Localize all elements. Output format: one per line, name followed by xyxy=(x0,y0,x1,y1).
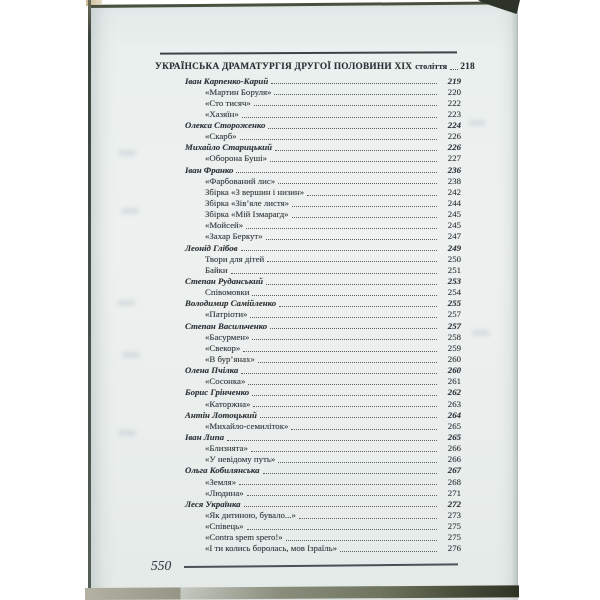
entry-page: 219 xyxy=(447,75,461,86)
entry-page: 227 xyxy=(447,153,461,164)
toc-list xyxy=(155,76,461,555)
dot-leader xyxy=(450,69,458,70)
toc-entry xyxy=(155,165,461,176)
entry-label: «В бур’янах» xyxy=(205,354,255,365)
dot-leader xyxy=(266,284,437,285)
dot-leader xyxy=(266,239,437,240)
entry-label: Іван Карпенко-Карий xyxy=(185,75,269,86)
entry-page: 258 xyxy=(447,331,461,342)
entry-label: Михайло Старицький xyxy=(185,142,273,153)
entry-page: 265 xyxy=(447,420,461,431)
entry-page: 253 xyxy=(447,276,461,287)
entry-label: «Сосонка» xyxy=(205,376,246,387)
dot-leader xyxy=(242,117,437,118)
toc-entry xyxy=(155,131,461,142)
entry-label: Леонід Глібов xyxy=(185,242,238,253)
toc-entry xyxy=(155,332,461,343)
dot-leader xyxy=(271,83,437,84)
entry-label: «Хазяїн» xyxy=(205,108,239,119)
entry-label: Борис Грінченко xyxy=(185,387,250,398)
entry-label: Антін Лотоцький xyxy=(185,409,257,420)
dot-leader xyxy=(236,172,437,173)
dot-leader xyxy=(239,484,437,485)
entry-page: 261 xyxy=(447,376,461,387)
entry-page: 262 xyxy=(447,387,461,398)
entry-label: Співомовки xyxy=(205,287,250,298)
entry-page: 220 xyxy=(447,86,461,97)
entry-page: 250 xyxy=(447,253,461,264)
entry-label: «Михайло-семиліток» xyxy=(205,420,289,431)
entry-page: 222 xyxy=(447,97,461,108)
entry-page: 271 xyxy=(447,487,461,498)
entry-page: 267 xyxy=(447,465,461,476)
toc-entry xyxy=(155,321,461,332)
toc-entry xyxy=(155,276,461,287)
dot-leader xyxy=(247,495,437,496)
dot-leader xyxy=(241,250,437,251)
toc-entry xyxy=(155,153,461,164)
entry-label: «Захар Беркут» xyxy=(205,231,263,242)
dot-leader xyxy=(254,105,437,106)
toc-entry xyxy=(155,120,461,131)
dot-leader xyxy=(340,551,437,552)
entry-page: 260 xyxy=(447,365,461,376)
toc-entry xyxy=(155,365,461,376)
entry-page: 257 xyxy=(447,320,461,331)
entry-label: Твори для дітей xyxy=(205,253,265,264)
toc-entry xyxy=(155,543,461,554)
dot-leader xyxy=(252,339,437,340)
toc-entry xyxy=(155,532,461,543)
dot-leader xyxy=(260,417,437,418)
dot-leader xyxy=(270,328,437,329)
entry-page: 245 xyxy=(447,209,461,220)
dot-leader xyxy=(258,362,437,363)
entry-page: 268 xyxy=(447,476,461,487)
dot-leader xyxy=(279,306,437,307)
dot-leader xyxy=(250,317,437,318)
entry-page: 238 xyxy=(447,175,461,186)
entry-label: Ольга Кобилянська xyxy=(185,465,260,476)
toc-entry xyxy=(155,265,461,276)
entry-page: 226 xyxy=(447,142,461,153)
toc-entry xyxy=(155,421,461,432)
dot-leader xyxy=(292,217,437,218)
entry-page: 254 xyxy=(447,287,461,298)
toc-section-header xyxy=(155,62,475,72)
entry-label: «Мартин Боруля» xyxy=(205,86,272,97)
toc-entry xyxy=(155,209,461,220)
dot-leader xyxy=(240,139,437,140)
entry-page: 272 xyxy=(447,498,461,509)
dot-leader xyxy=(267,261,437,262)
entry-label: «Каторжна» xyxy=(205,398,251,409)
entry-label: «Патріоти» xyxy=(205,309,248,320)
entry-page: 265 xyxy=(447,432,461,442)
entry-page: 218 xyxy=(460,62,475,72)
dot-leader xyxy=(251,451,437,452)
dot-leader xyxy=(291,429,437,430)
entry-page: 236 xyxy=(447,164,461,175)
entry-page: 244 xyxy=(447,198,461,209)
entry-label: «Басурмен» xyxy=(205,331,250,342)
toc-entry xyxy=(155,488,461,499)
entry-label: «Близнята» xyxy=(205,443,248,454)
entry-page: 226 xyxy=(447,131,461,142)
dot-leader xyxy=(278,183,437,184)
entry-page: 263 xyxy=(447,398,461,409)
dot-leader xyxy=(278,462,437,463)
entry-label: «Людина» xyxy=(205,487,244,498)
entry-page: 245 xyxy=(447,220,461,231)
toc-entry xyxy=(155,465,461,476)
toc-entry xyxy=(155,198,461,209)
entry-label: Збірка «Зів’яле листя» xyxy=(205,198,290,209)
dot-leader xyxy=(246,228,437,229)
entry-page: 275 xyxy=(447,532,461,543)
toc-entry xyxy=(155,76,461,87)
header-rule xyxy=(160,51,457,54)
entry-label: «Мойсей» xyxy=(205,220,244,231)
dot-leader xyxy=(275,150,437,151)
toc-entry xyxy=(155,354,461,365)
entry-page: 242 xyxy=(447,186,461,197)
toc-entry xyxy=(155,454,461,465)
toc-entry xyxy=(155,87,461,98)
toc-entry xyxy=(155,187,461,198)
entry-label: «Як дитиною, бувало...» xyxy=(205,509,296,520)
dot-leader xyxy=(244,506,437,507)
dot-leader xyxy=(247,529,437,530)
dot-leader xyxy=(307,195,437,196)
dot-leader xyxy=(243,351,437,352)
entry-label: «Сто тисяч» xyxy=(205,97,251,108)
entry-label: Володимир Самійленко xyxy=(185,298,277,309)
toc-entry xyxy=(155,432,461,443)
toc-entry xyxy=(155,231,461,242)
dot-leader xyxy=(231,273,437,274)
dot-leader xyxy=(248,384,437,385)
toc-entry xyxy=(155,510,461,521)
toc-entry xyxy=(155,410,461,421)
toc-entry xyxy=(155,109,461,120)
entry-label: Степан Васильченко xyxy=(185,320,268,331)
toc-entry xyxy=(155,387,461,398)
entry-label: «Співець» xyxy=(205,521,244,532)
entry-label: «Скарб» xyxy=(205,131,237,142)
entry-label: «Фарбований лис» xyxy=(205,175,276,186)
toc-entry xyxy=(155,376,461,387)
entry-page: 223 xyxy=(447,108,461,119)
entry-label: «У невідому путь» xyxy=(205,454,276,465)
entry-label: «І ти колись боролась, мов Ізраїль» xyxy=(205,543,338,554)
entry-label: Степан Руданський xyxy=(185,276,264,287)
toc-entry xyxy=(155,287,461,298)
toc-entry xyxy=(155,343,461,354)
entry-label: Іван Франко xyxy=(185,164,234,175)
dot-leader xyxy=(286,540,437,541)
dot-leader xyxy=(292,206,437,207)
entry-label: «Оборона Буші» xyxy=(205,153,268,164)
dot-leader xyxy=(299,518,437,519)
toc-entry xyxy=(155,499,461,510)
toc-entry xyxy=(155,98,461,109)
entry-page: 249 xyxy=(447,242,461,253)
toc-entry xyxy=(155,298,461,309)
entry-page: 257 xyxy=(447,309,461,320)
section-title: УКРАЇНСЬКА ДРАМАТУРГІЯ ДРУГОЇ ПОЛОВИНИ XIX xyxy=(155,62,413,72)
toc-entry xyxy=(155,142,461,153)
toc-entry xyxy=(155,254,461,265)
entry-page: 266 xyxy=(447,454,461,465)
entry-label: «Свекор» xyxy=(205,342,241,353)
dot-leader xyxy=(252,395,437,396)
toc-entry xyxy=(155,309,461,320)
entry-page: 259 xyxy=(447,342,461,353)
dot-leader xyxy=(263,473,437,474)
entry-page: 266 xyxy=(447,443,461,454)
entry-page: 251 xyxy=(447,264,461,275)
dot-leader xyxy=(227,440,437,441)
entry-label: Леся Українка xyxy=(185,498,241,509)
dot-leader xyxy=(241,373,437,374)
toc-entry xyxy=(155,521,461,532)
entry-label: Олена Пчілка xyxy=(185,365,239,376)
entry-label: Байки xyxy=(205,264,228,275)
entry-label: Олекса Стороженко xyxy=(185,120,266,131)
entry-page: 264 xyxy=(447,409,461,420)
toc-entry xyxy=(155,399,461,410)
entry-page: 247 xyxy=(447,231,461,242)
entry-page: 255 xyxy=(447,298,461,309)
entry-label: «Земля» xyxy=(205,476,237,487)
toc-entry xyxy=(155,443,461,454)
toc-entry xyxy=(155,176,461,187)
dot-leader xyxy=(252,295,437,296)
entry-page: 273 xyxy=(447,509,461,520)
section-title-suffix: століття xyxy=(415,62,448,71)
entry-page: 260 xyxy=(447,354,461,365)
entry-page: 224 xyxy=(447,120,461,131)
entry-label: Збірка «З вершин і низин» xyxy=(205,186,305,197)
footer-rule xyxy=(184,563,458,567)
toc-entry xyxy=(155,243,461,254)
dot-leader xyxy=(268,128,437,129)
toc-entry xyxy=(155,220,461,231)
dot-leader xyxy=(253,406,437,407)
dot-leader xyxy=(274,94,437,95)
entry-label: «Contra spem spero!» xyxy=(205,532,283,543)
toc-entry xyxy=(155,477,461,488)
entry-label: Збірка «Мій Ізмарагд» xyxy=(205,209,289,220)
entry-page: 276 xyxy=(447,543,461,554)
dot-leader xyxy=(270,161,437,162)
entry-label: Іван Липа xyxy=(185,432,224,442)
entry-page: 275 xyxy=(447,521,461,532)
page-folio: 550 xyxy=(151,558,172,573)
